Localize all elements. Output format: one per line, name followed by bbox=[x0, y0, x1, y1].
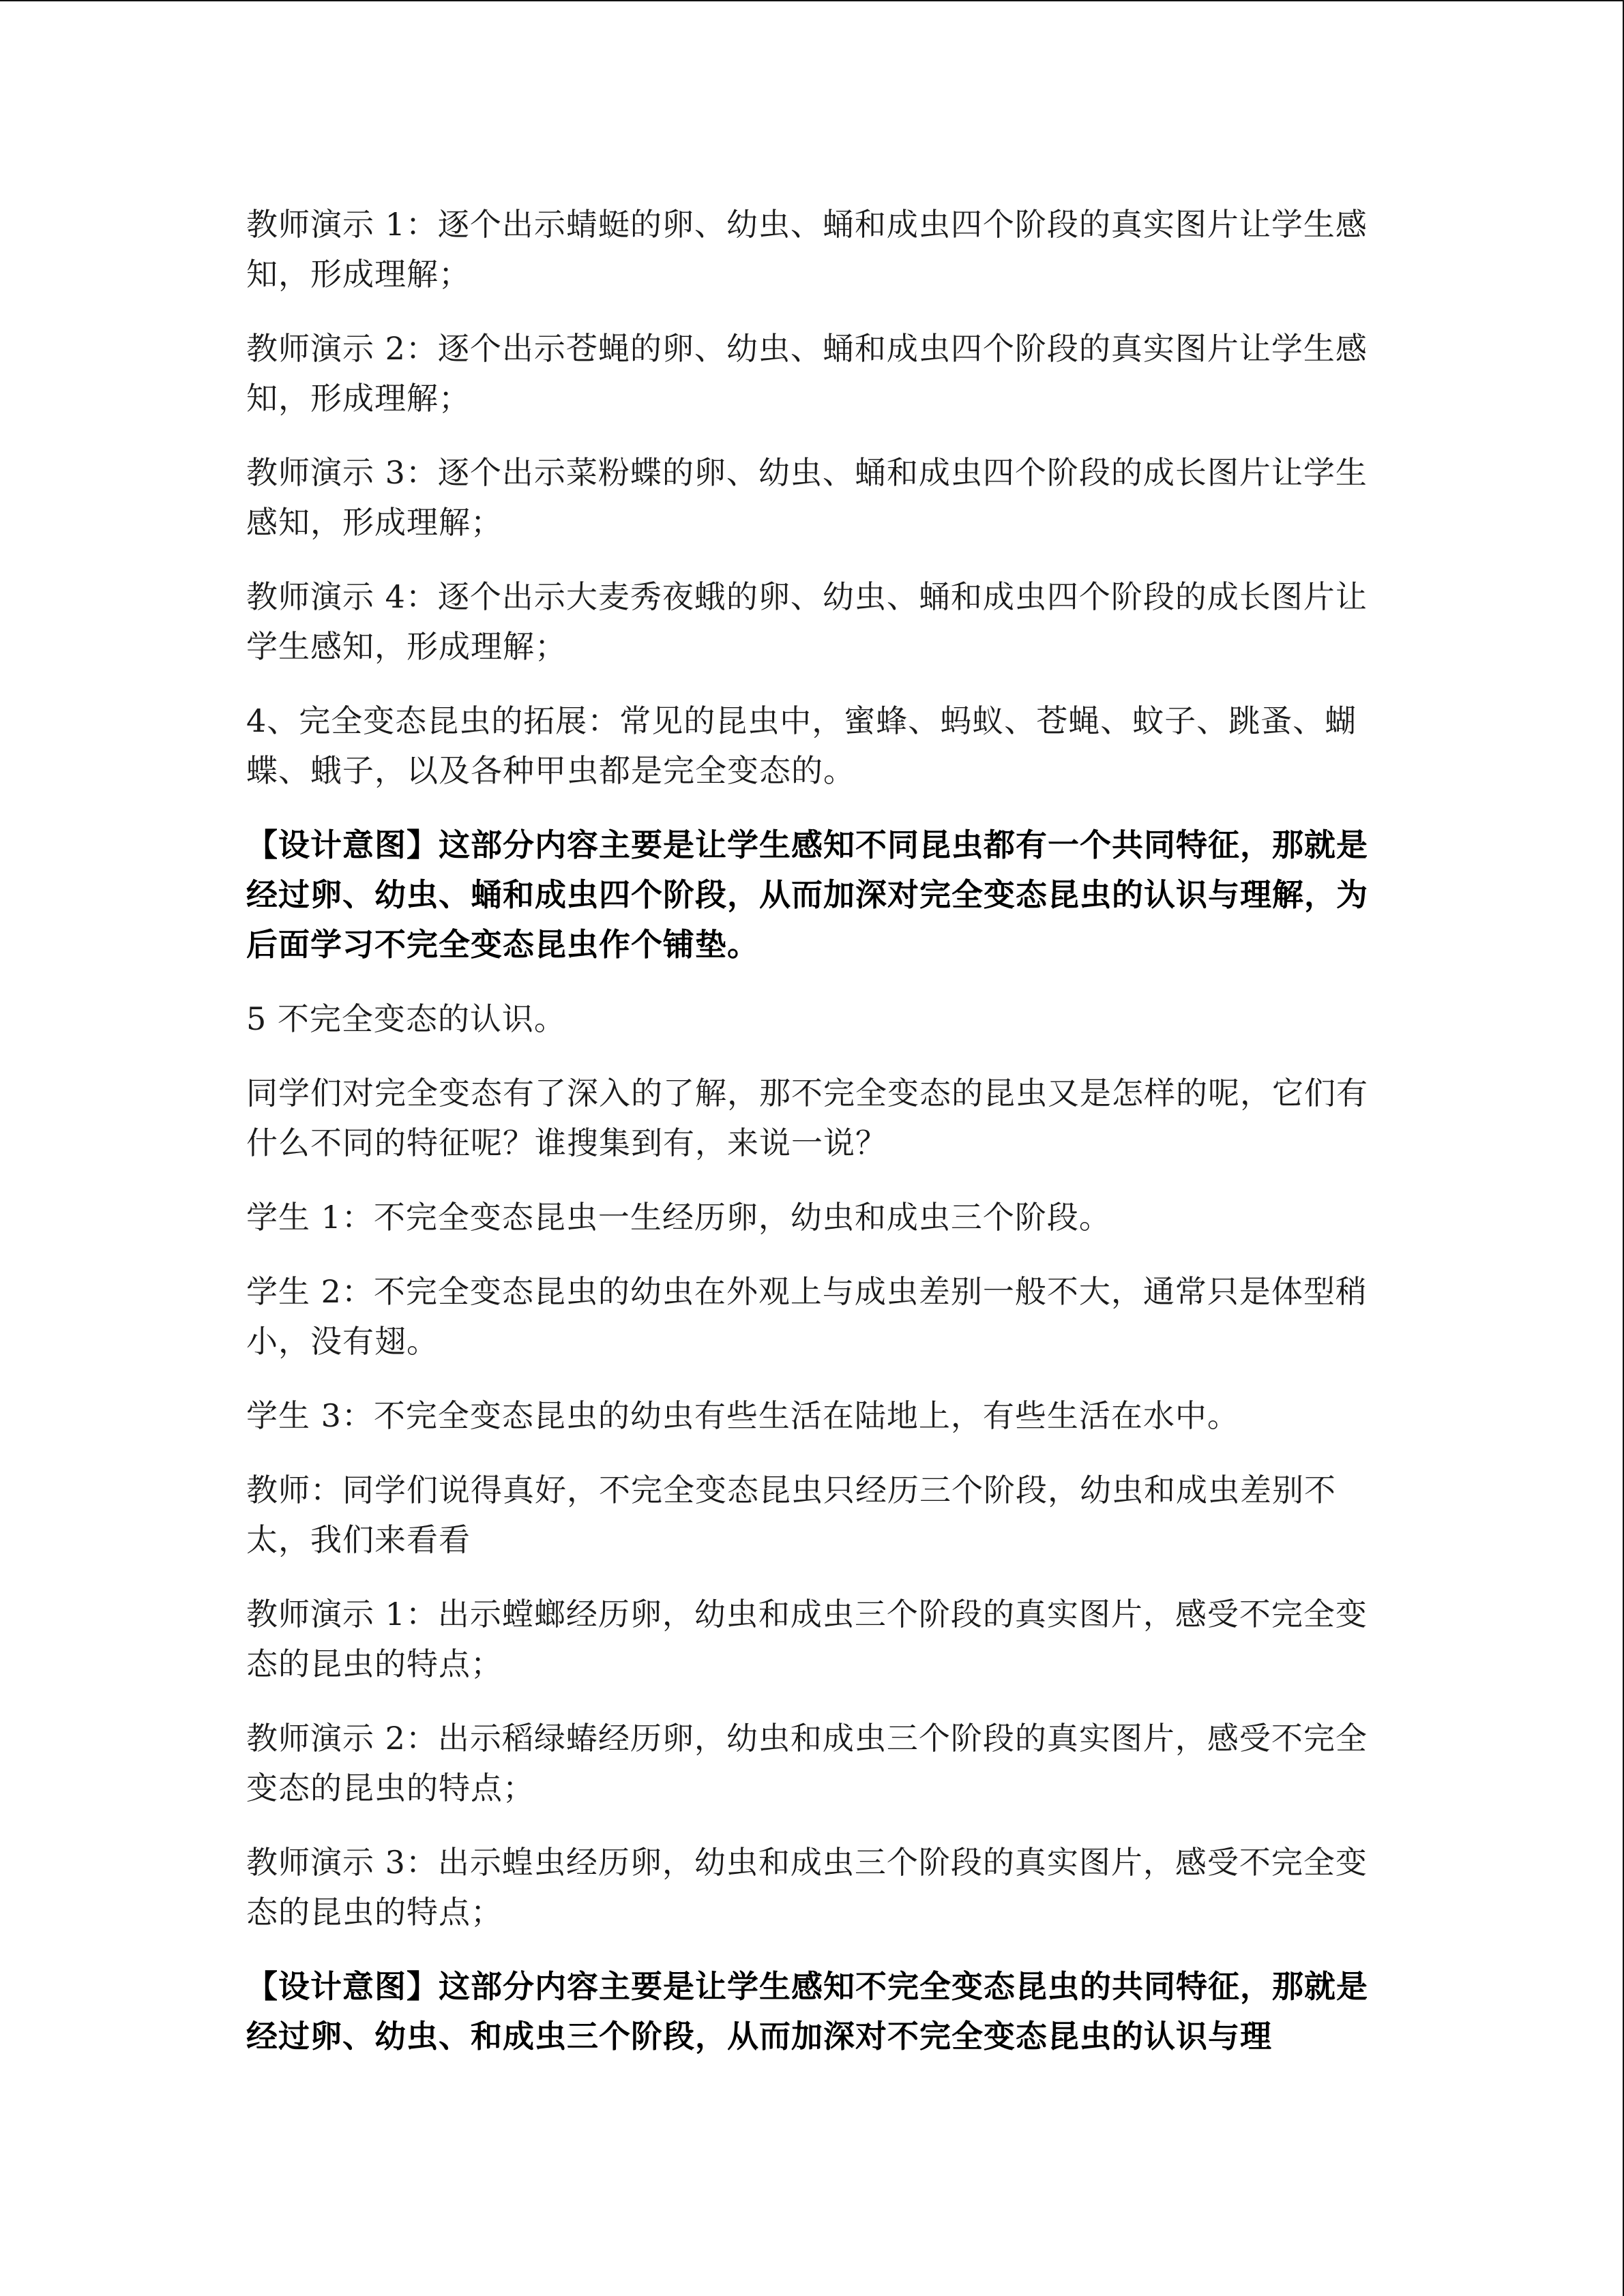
paragraph-teacher-demo-1-dragonfly: 教师演示 1：逐个出示蜻蜓的卵、幼虫、蛹和成虫四个阶段的真实图片让学生感知，形成理解； bbox=[246, 206, 1368, 293]
document-body bbox=[246, 200, 1378, 2086]
paragraph-student-2: 学生 2：不完全变态昆虫的幼虫在外观上与成虫差别一般不大，通常只是体型稍小，没有翅。 bbox=[246, 1273, 1368, 1360]
paragraph-complete-metamorphosis-extension: 4、完全变态昆虫的拓展：常见的昆虫中，蜜蜂、蚂蚁、苍蝇、蚊子、跳蚤、蝴蝶、蛾子，以及各种甲虫都是完全变态的。 bbox=[246, 702, 1357, 789]
paragraph-teacher-demo-3-cabbage-butterfly: 教师演示 3：逐个出示菜粉蝶的卵、幼虫、蛹和成虫四个阶段的成长图片让学生感知，形成理解； bbox=[246, 454, 1368, 541]
paragraph-teacher-demo-3-locust: 教师演示 3：出示蝗虫经历卵，幼虫和成虫三个阶段的真实图片，感受不完全变态的昆虫的特点； bbox=[246, 1844, 1368, 1930]
paragraph-teacher-demo-4-moth: 教师演示 4：逐个出示大麦秀夜蛾的卵、幼虫、蛹和成虫四个阶段的成长图片让学生感知，形成理解； bbox=[246, 578, 1368, 665]
paragraph-incomplete-intro-question: 同学们对完全变态有了深入的了解，那不完全变态的昆虫又是怎样的呢，它们有什么不同的特征呢？谁搜集到有，来说一说？ bbox=[246, 1075, 1368, 1161]
paragraph-student-1: 学生 1：不完全变态昆虫一生经历卵，幼虫和成虫三个阶段。 bbox=[246, 1199, 1111, 1236]
paragraph-student-3: 学生 3：不完全变态昆虫的幼虫有些生活在陆地上，有些生活在水中。 bbox=[246, 1397, 1239, 1434]
paragraph-design-intent-1: 【设计意图】这部分内容主要是让学生感知不同昆虫都有一个共同特征，那就是经过卵、幼虫、蛹和成虫四个阶段，从而加深对完全变态昆虫的认识与理解，为后面学习不完全变态昆虫作个铺垫。 bbox=[246, 826, 1368, 963]
paragraph-teacher-demo-2-stinkbug: 教师演示 2：出示稻绿蝽经历卵，幼虫和成虫三个阶段的真实图片，感受不完全变态的昆虫的特点； bbox=[246, 1720, 1368, 1806]
paragraph-teacher-demo-2-fly: 教师演示 2：逐个出示苍蝇的卵、幼虫、蛹和成虫四个阶段的真实图片让学生感知，形成理解； bbox=[246, 330, 1368, 417]
paragraph-design-intent-2: 【设计意图】这部分内容主要是让学生感知不完全变态昆虫的共同特征，那就是经过卵、幼虫、和成虫三个阶段，从而加深对不完全变态昆虫的认识与理 bbox=[246, 1968, 1368, 2055]
paragraph-teacher-summary: 教师：同学们说得真好，不完全变态昆虫只经历三个阶段，幼虫和成虫差别不太，我们来看看 bbox=[246, 1472, 1336, 1558]
paragraph-teacher-demo-1-mantis: 教师演示 1：出示螳螂经历卵，幼虫和成虫三个阶段的真实图片，感受不完全变态的昆虫的特点； bbox=[246, 1596, 1368, 1682]
paragraph-section-5-heading: 5 不完全变态的认识。 bbox=[246, 1000, 566, 1037]
